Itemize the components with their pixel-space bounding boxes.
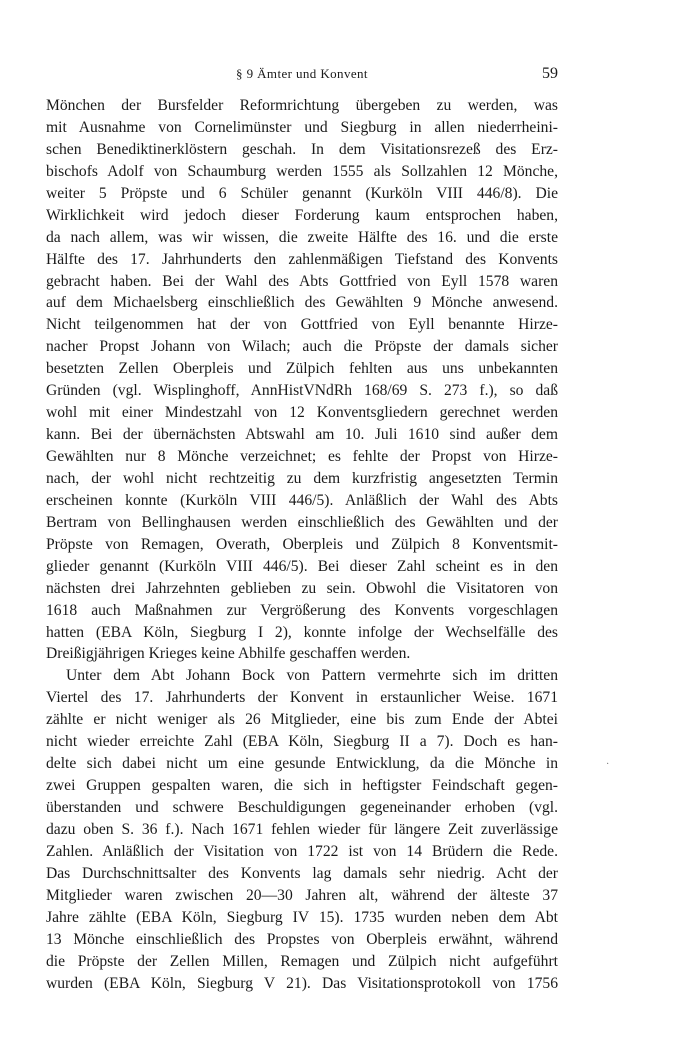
text-line: weiter 5 Pröpste und 6 Schüler genannt (Kurköln VIII 446/8). Die: [46, 184, 558, 202]
text-line: gebracht haben. Bei der Wahl des Abts Gottfried von Eyll 1578 waren: [46, 272, 558, 290]
text-line: wohl mit einer Mindestzahl von 12 Konventsgliedern gerechnet werden: [46, 404, 558, 422]
text-line: nicht wieder erreichte Zahl (EBA Köln, Siegburg II a 7). Doch es han-: [46, 733, 558, 751]
text-line: besetzten Zellen Oberpleis und Zülpich fehlten aus uns unbekannten: [46, 360, 558, 378]
paragraph-2: [46, 665, 558, 994]
text-line: die Pröpste der Zellen Millen, Remagen und Zülpich nicht aufgeführt: [46, 952, 558, 970]
running-header: [46, 64, 558, 84]
text-line: zählte er nicht weniger als 26 Mitglieder, eine bis zum Ende der Abtei: [46, 711, 558, 729]
text-line: Das Durchschnittsalter des Konvents lag damals sehr niedrig. Acht der: [46, 864, 558, 882]
text-line: überstanden und schwere Beschuldigungen gegeneinander erhoben (vgl.: [46, 799, 558, 816]
text-line: schen Benediktinerklöstern geschah. In dem Visitationsrezeß des Erz-: [46, 140, 558, 158]
text-line: nach, der wohl nicht rechtzeitig zu dem kurzfristig angesetzten Termin: [46, 469, 558, 487]
text-line: Wirklichkeit wird jedoch dieser Forderung kaum entsprochen haben,: [46, 206, 558, 224]
text-line: Jahre zählte (EBA Köln, Siegburg IV 15). 1735 wurden neben dem Abt: [46, 908, 558, 926]
text-line: erscheinen konnte (Kurköln VIII 446/5). Anläßlich der Wahl des Abts: [46, 491, 558, 509]
text-line: Viertel des 17. Jahrhunderts der Konvent in erstaunlicher Weise. 1671: [46, 689, 558, 707]
text-line: Mitglieder waren zwischen 20—30 Jahren alt, während der älteste 37: [46, 886, 558, 904]
text-line: Nicht teilgenommen hat der von Gottfried von Eyll benannte Hirze-: [46, 316, 558, 334]
page-number: 59: [542, 65, 558, 82]
text-line: hatten (EBA Köln, Siegburg I 2), konnte infolge der Wechselfälle des: [46, 623, 558, 641]
text-line: Dreißigjährigen Krieges keine Abhilfe geschaffen werden.: [46, 645, 411, 663]
text-line: Gewählten nur 8 Mönche verzeichnet; es fehlte der Propst von Hirze-: [46, 448, 558, 465]
text-line: Unter dem Abt Johann Bock von Pattern vermehrte sich im dritten: [66, 667, 558, 685]
text-line: 13 Mönche einschließlich des Propstes von Oberpleis erwähnt, während: [46, 930, 558, 948]
margin-mark: ·: [606, 759, 610, 770]
text-line: mit Ausnahme von Cornelimünster und Siegburg in allen niederrheini-: [46, 118, 558, 136]
text-line: kann. Bei der übernächsten Abtswahl am 10. Juli 1610 sind außer dem: [46, 426, 558, 444]
section-title: § 9 Ämter und Konvent: [236, 66, 368, 81]
text-line: Mönchen der Bursfelder Reformrichtung übergeben zu werden, was: [46, 97, 558, 114]
text-line: glieder genannt (Kurköln VIII 446/5). Bei dieser Zahl scheint es in den: [46, 557, 558, 575]
text-line: nächsten drei Jahrzehnten geblieben zu sein. Obwohl die Visitatoren von: [46, 579, 558, 597]
text-line: dazu oben S. 36 f.). Nach 1671 fehlen wieder für längere Zeit zuverlässige: [46, 820, 558, 838]
body-text: [46, 95, 558, 994]
text-line: Zahlen. Anläßlich der Visitation von 1722 ist von 14 Brüdern die Rede.: [46, 842, 558, 860]
text-line: bischofs Adolf von Schaumburg werden 1555 als Sollzahlen 12 Mönche,: [46, 162, 558, 180]
text-line: wurden (EBA Köln, Siegburg V 21). Das Visitationsprotokoll von 1756: [46, 974, 558, 992]
text-line: Bertram von Bellinghausen werden einschließlich des Gewählten und der: [46, 513, 558, 531]
text-line: da nach allem, was wir wissen, die zweite Hälfte des 16. und die erste: [46, 228, 558, 246]
text-line: 1618 auch Maßnahmen zur Vergrößerung des Konvents vorgeschlagen: [46, 601, 558, 619]
text-line: delte sich dabei nicht um eine gesunde Entwicklung, da die Mönche in: [46, 755, 558, 773]
text-line: auf dem Michaelsberg einschließlich des Gewählten 9 Mönche anwesend.: [46, 294, 558, 312]
text-line: nacher Propst Johann von Wilach; auch die Pröpste der damals sicher: [46, 338, 558, 356]
text-line: Pröpste von Remagen, Overath, Oberpleis und Zülpich 8 Konventsmit-: [46, 535, 558, 553]
text-line: Gründen (vgl. Wisplinghoff, AnnHistVNdRh 168/69 S. 273 f.), so daß: [46, 382, 558, 400]
text-line: Hälfte des 17. Jahrhunderts den zahlenmäßigen Tiefstand des Konvents: [46, 250, 558, 268]
text-line: zwei Gruppen gespalten waren, die sich in heftigster Feindschaft gegen-: [46, 777, 558, 795]
paragraph-1: [46, 95, 558, 665]
